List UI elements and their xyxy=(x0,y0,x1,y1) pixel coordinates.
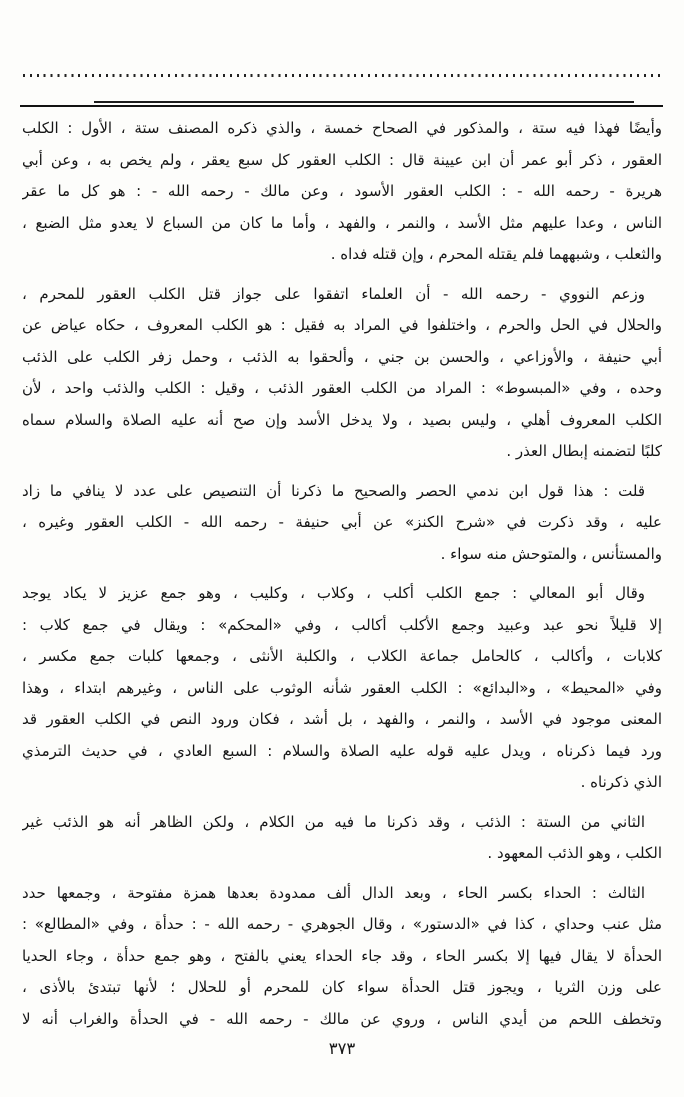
text-line: وزعم النووي - رحمه الله - أن العلماء اتفقوا على جواز قتل الكلب العقور للمحرم ، xyxy=(22,284,645,303)
paragraph xyxy=(22,878,662,1036)
text-line: كلابات ، وأكالب ، كالحامل جماعة الكلاب ، والكلبة الأنثى ، وجمعها كلبات جمع مكسر ، xyxy=(22,647,662,665)
separator-rule-bottom xyxy=(20,105,663,107)
omitted-matn-dotted-line xyxy=(23,74,661,77)
text-line: أبي حنيفة ، والأوزاعي ، والحسن بن جني ، وألحقوا به الذئب ، وحمل زفر الكلب على الذئب xyxy=(22,347,662,366)
text-line: والمستأنس ، والمتوحش منه سواء . xyxy=(440,544,662,563)
text-line: الكلب المعروف أهلي ، وليس بصيد ، ولا يدخل الأسد وإن صح أنه عليه الصلاة والسلام سماه xyxy=(22,410,662,429)
text-line: قلت : هذا قول ابن ندمي الحصر والصحيح ما ذكرنا أن التنصيص على عدد لا ينافي ما زاد xyxy=(22,481,645,500)
text-line: الكلب ، وهو الذئب المعهود . xyxy=(487,844,662,862)
paragraph xyxy=(22,807,662,870)
text-line: ورد فيما ذكرناه ، ويدل عليه قوله عليه الصلاة والسلام : السبع العادي ، في حديث الترمذي xyxy=(22,741,662,760)
text-line: هريرة - رحمه الله - : الكلب العقور الأسود ، وعن مالك - رحمه الله - : هو كل ما عقر xyxy=(22,182,662,200)
text-line: الذي ذكرناه . xyxy=(580,773,662,791)
text-line: المعنى موجود في الأسد ، والنمر ، والفهد ، بل أشد ، فكان ورود النص في الكلب العقور قد xyxy=(22,710,662,728)
text-line: وفي «المحيط» ، و«البدائع» : الكلب العقور شأنه الوثوب على الناس ، وغيرهم ابتداء ، وهذا xyxy=(22,678,662,697)
separator-rule-top xyxy=(94,101,634,103)
paragraph xyxy=(22,578,662,799)
text-line: العقور ، ذكر أبو عمر أن ابن عيينة قال : الكلب العقور كل سبع يعقر ، ولم يخص به ، وعن أبي xyxy=(22,150,662,169)
text-line: وأيضًا فهذا فيه ستة ، والمذكور في الصحاح خمسة ، والذي ذكره المصنف ستة ، الأول : الكلب xyxy=(22,119,662,137)
text-line: مثل عنب وحداي ، كذا في «الدستور» ، وقال الجوهري - رحمه الله - : حدأة ، وفي «المطالع» : xyxy=(22,915,662,933)
text-line: والحلال في الحل والحرم ، واختلفوا في المراد به فقيل : هو الكلب المعروف ، حكاه عياض عن xyxy=(22,316,662,334)
page-number: ٣٧٣ xyxy=(328,1039,356,1058)
text-line: الثالث : الحداء بكسر الحاء ، وبعد الدال ألف ممدودة بعدها همزة مفتوحة ، وجمعها حدد xyxy=(22,883,645,902)
commentary-text-block xyxy=(22,113,662,1043)
text-line: الناس ، وعدا عليهم مثل الأسد ، والنمر ، والفهد ، وأما ما كان من السباع لا يعدو مثل الضبع ، xyxy=(22,213,662,232)
text-line: إلا قليلاً نحو عبد وعبيد وجمع الأكلب أكالب ، وفي «المحكم» : ويقال في جمع كلاب : xyxy=(22,615,662,634)
paragraph xyxy=(22,476,662,571)
paragraph xyxy=(22,279,662,468)
text-line: وحده ، وفي «المبسوط» : المراد من الكلب العقور الذئب ، وقيل : الكلب والذئب واحد ، لأن xyxy=(22,379,662,397)
text-line: عليه ، وقد ذكرت في «شرح الكنز» عن أبي حنيفة - رحمه الله - الكلب العقور وغيره ، xyxy=(22,513,662,531)
text-line: وقال أبو المعالي : جمع الكلب أكلب ، وكلاب ، وكليب ، وهو جمع عزيز لا يكاد يوجد xyxy=(22,584,645,602)
text-line: والثعلب ، وشبههما فلم يقتله المحرم ، وإن قتله فداه . xyxy=(330,245,662,263)
text-line: الثاني من الستة : الذئب ، وقد ذكرنا ما فيه من الكلام ، ولكن الظاهر أنه هو الذئب غير xyxy=(22,812,645,831)
text-line: كلبًا لتضمنه إبطال العذر . xyxy=(506,442,662,460)
text-line: الحدأة لا يقال فيها إلا بكسر الحاء ، وقد جاء الحداء يعني بالفتح ، وهو جمع حدأة ، وجاء الحديا xyxy=(22,946,662,965)
text-line: على وزن الثريا ، ويجوز قتل الحدأة سواء كان للمحرم أو للحلال ؛ لأنها تبتدئ بالأذى ، xyxy=(22,978,662,996)
paragraph xyxy=(22,113,662,271)
text-line: وتخطف اللحم من أيدي الناس ، وروي عن مالك - رحمه الله - في الحدأة والغراب أنه لا xyxy=(22,1009,662,1028)
